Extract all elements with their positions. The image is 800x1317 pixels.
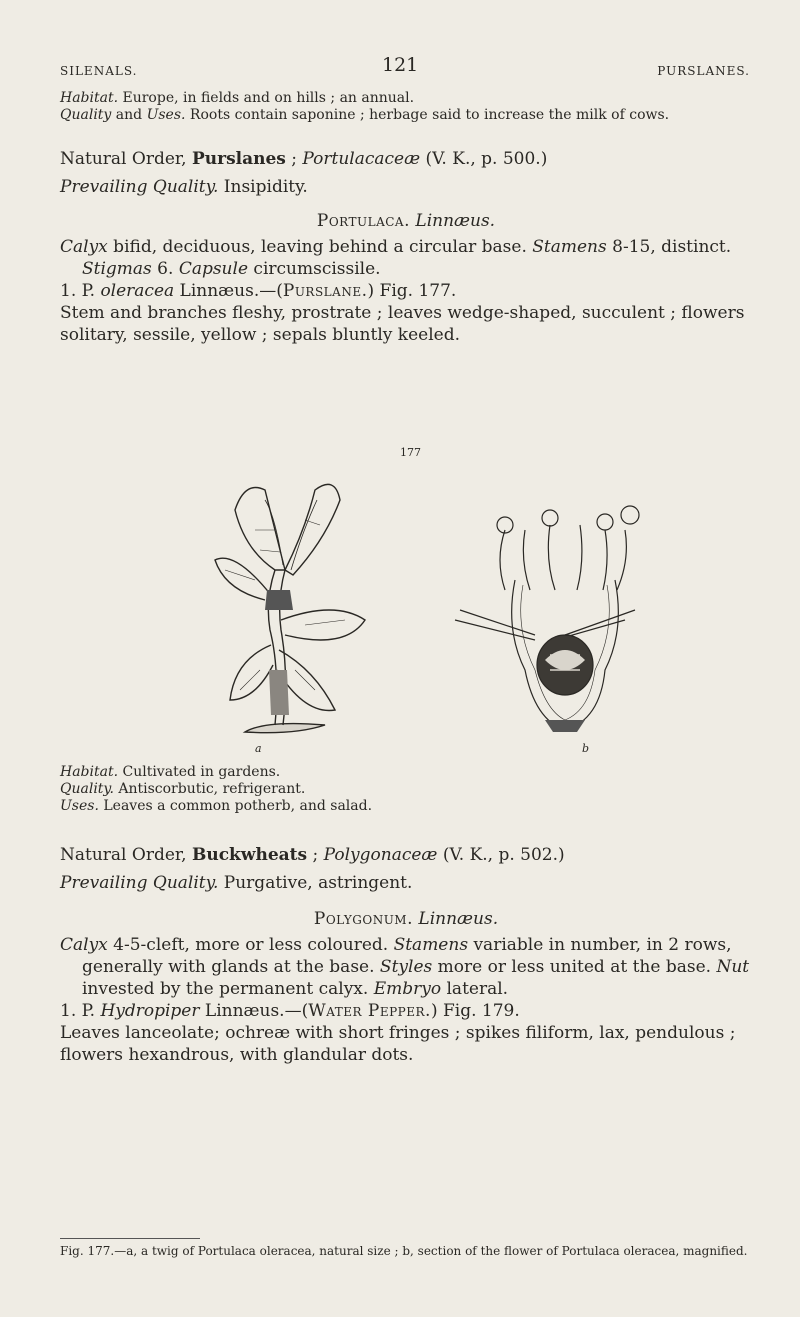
natural-order-heading: [60, 148, 752, 170]
stigmas-text: 6.: [151, 259, 179, 279]
stamens-label: Stamens: [532, 237, 607, 257]
habitat-text-2: Cultivated in gardens.: [118, 764, 281, 780]
stamens-text-2: variable in number, in 2 rows, generally with glands at the base.: [82, 935, 732, 977]
figure-label-b: b: [582, 742, 590, 755]
species-num: 1. P.: [60, 281, 101, 301]
species-line: [60, 280, 752, 302]
header-left: SILENALS.: [60, 64, 138, 78]
species-name-2: Hydropiper: [100, 1001, 200, 1021]
genus-description-2: [60, 934, 752, 1000]
species-author-2: Linnæus.—(: [199, 1001, 309, 1021]
capsule-label: Capsule: [178, 259, 249, 279]
quality-line-2: [60, 781, 752, 798]
order-prefix: Natural Order,: [60, 149, 192, 169]
habitat-text: Europe, in fields and on hills ; an annual.: [118, 90, 415, 106]
figure-number: 177: [400, 446, 421, 459]
footnote-rule: [60, 1238, 200, 1239]
uses-line-2: [60, 798, 752, 815]
and-text: and: [111, 107, 147, 123]
genus-heading: [60, 210, 752, 232]
genus-name: Portulaca.: [316, 211, 410, 231]
purslane-section: [60, 148, 752, 346]
calyx-text: bifid, deciduous, leaving behind a circular base.: [107, 237, 533, 257]
figure-footnote: Fig. 177.—a, a twig of Portulaca oleracea, natural size ; b, section of the flower of Portulaca oleracea, magnified.: [60, 1244, 748, 1258]
order-sep: ;: [285, 149, 303, 169]
styles-text: more or less united at the base.: [432, 957, 717, 977]
embryo-text: lateral.: [441, 979, 509, 999]
prevailing-quality-2: [60, 872, 752, 894]
species-name: oleracea: [100, 281, 175, 301]
order-name: Purslanes: [191, 149, 286, 169]
habitat-label-2: Habitat.: [60, 764, 119, 780]
nut-label: Nut: [716, 957, 750, 977]
capsule-text: circumscissile.: [248, 259, 381, 279]
figure-label-a: a: [255, 742, 262, 755]
quality-label-2: Quality.: [60, 781, 114, 797]
stigmas-label: Stigmas: [82, 259, 152, 279]
order-latin: Portulacaceæ: [302, 149, 421, 169]
order-prefix-2: Natural Order,: [60, 845, 192, 865]
uses-text-2: Leaves a common potherb, and salad.: [98, 798, 373, 814]
flower-section-drawing: [455, 506, 639, 732]
quality-label: Quality: [60, 107, 112, 123]
embryo-label: Embryo: [373, 979, 442, 999]
styles-label: Styles: [379, 957, 433, 977]
order-sep-2: ;: [307, 845, 324, 865]
species-fig-2: ) Fig. 179.: [430, 1001, 520, 1021]
genus-description: [60, 236, 752, 280]
page-number: 121: [382, 54, 419, 76]
quality-text: Roots contain saponine ; herbage said to increase the milk of cows.: [185, 107, 670, 123]
genus-heading-2: [60, 908, 752, 930]
quality-text-2: Antiscorbutic, refrigerant.: [113, 781, 306, 797]
previous-entry-notes: [60, 90, 752, 124]
calyx-label-2: Calyx: [60, 935, 108, 955]
stamens-text: 8-15, distinct.: [606, 237, 732, 257]
species-description: Stem and branches fleshy, prostrate ; leaves wedge-shaped, succulent ; flowers solitary, sessile, yellow ; sepals bluntly keeled.: [60, 303, 745, 345]
portulaca-twig-drawing: [215, 484, 365, 732]
order-ref-2: (V. K., p. 502.): [437, 845, 565, 865]
habitat-line-2: [60, 764, 752, 781]
prevailing-label-2: Prevailing Quality.: [60, 873, 219, 893]
uses-label-2: Uses.: [60, 798, 99, 814]
uses-label: Uses.: [146, 107, 186, 123]
species-line-2: [60, 1000, 752, 1022]
prevailing-text: Insipidity.: [218, 177, 308, 197]
prevailing-text-2: Purgative, astringent.: [218, 873, 413, 893]
purslane-notes: [60, 764, 752, 815]
genus-authority: Linnæus.: [415, 211, 496, 231]
running-header: [60, 54, 750, 88]
order-latin-2: Polygonaceæ: [323, 845, 438, 865]
figure-177-illustration: [205, 470, 735, 738]
quality-line: [60, 107, 752, 124]
header-right: PURSLANES.: [657, 64, 750, 78]
calyx-label: Calyx: [60, 237, 108, 257]
order-ref: (V. K., p. 500.): [420, 149, 548, 169]
natural-order-heading-2: [60, 844, 752, 866]
species-fig: ) Fig. 177.: [367, 281, 457, 301]
stamens-label-2: Stamens: [393, 935, 469, 955]
order-name-2: Buckwheats: [191, 845, 308, 865]
buckwheat-section: [60, 844, 752, 1066]
prevailing-quality: [60, 176, 752, 198]
habitat-label: Habitat.: [60, 90, 119, 106]
species-common: Purslane.: [282, 281, 368, 301]
species-common-2: Water Pepper.: [308, 1001, 431, 1021]
species-description-2: Leaves lanceolate; ochreæ with short fringes ; spikes filiform, lax, pendulous ; flowers hexandrous, with glandular dots.: [60, 1023, 736, 1065]
nut-text: invested by the permanent calyx.: [82, 979, 374, 999]
species-author: Linnæus.—(: [174, 281, 283, 301]
calyx-text-2: 4-5-cleft, more or less coloured.: [107, 935, 394, 955]
habitat-line: [60, 90, 752, 107]
prevailing-label: Prevailing Quality.: [60, 177, 219, 197]
species-num-2: 1. P.: [60, 1001, 101, 1021]
genus-authority-2: Linnæus.: [418, 909, 499, 929]
genus-name-2: Polygonum.: [313, 909, 414, 929]
